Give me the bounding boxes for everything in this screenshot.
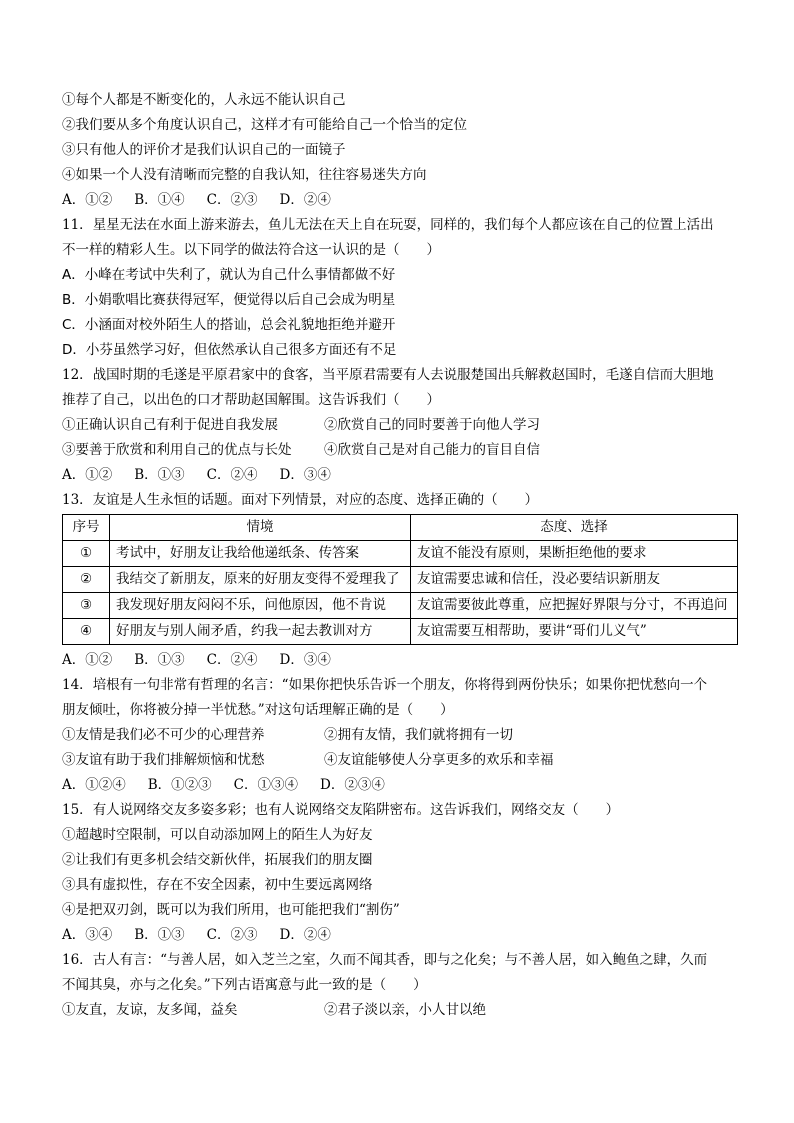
- friendship-table: [62, 514, 738, 645]
- table-row: [63, 541, 738, 567]
- question-stem: 15．有人说网络交友多姿多彩；也有人说网络交友陷阱密布。这告诉我们，网络交友（ ）: [62, 802, 620, 818]
- statement: ④如果一个人没有清晰而完整的自我认知，往往容易迷失方向: [62, 167, 427, 183]
- option-c: C．小涵面对校外陌生人的搭讪，总会礼貌地拒绝并避开: [62, 317, 396, 333]
- option-a: A．③④: [62, 927, 113, 943]
- option-b: B．①③: [134, 927, 185, 943]
- option-a: A．①②: [62, 192, 113, 208]
- option-c: C．①③④: [233, 777, 299, 793]
- option-d: D．③④: [279, 467, 331, 483]
- cell-number: ②: [63, 567, 110, 593]
- question-number: 13．: [62, 492, 93, 508]
- option-d: D．②③④: [320, 777, 385, 793]
- answer-options: [62, 773, 742, 798]
- statement-row: [62, 723, 742, 748]
- q10-block: [62, 88, 742, 213]
- option-d: D．②④: [279, 927, 331, 943]
- table-header-row: [63, 515, 738, 541]
- question-number: 16．: [62, 952, 93, 968]
- statement: ①每个人都是不断变化的，人永远不能认识自己: [62, 92, 346, 108]
- option-a: A．①②: [62, 652, 113, 668]
- option-b: B．小娟歌唱比赛获得冠军，便觉得以后自己会成为明星: [62, 292, 396, 308]
- statement-row: [62, 413, 742, 438]
- question-stem: 12．战国时期的毛遂是平原君家中的食客，当平原君需要有人去说服楚国出兵解救赵国时，毛遂自信而大胆地: [62, 367, 714, 383]
- col-header-situation: 情境: [110, 515, 411, 541]
- option-a: A．①②: [62, 467, 113, 483]
- statement: ②欣赏自己的同时要善于向他人学习: [324, 417, 540, 433]
- option-b: B．①③: [134, 467, 185, 483]
- cell-attitude: 友谊需要彼此尊重，应把握好界限与分寸，不再追问: [411, 593, 738, 619]
- question-number: 15．: [62, 802, 93, 818]
- answer-options: [62, 188, 742, 213]
- statement: ③具有虚拟性，存在不安全因素，初中生要远离网络: [62, 877, 373, 893]
- statement: ④友谊能够使人分享更多的欢乐和幸福: [324, 752, 554, 768]
- question-number: 14．: [62, 677, 93, 693]
- col-header-number: 序号: [63, 515, 110, 541]
- q13-block: [62, 488, 742, 673]
- option-b: B．①④: [134, 192, 185, 208]
- answer-options: [62, 648, 742, 673]
- cell-number: ③: [63, 593, 110, 619]
- question-stem: 13．友谊是人生永恒的话题。面对下列情景，对应的态度、选择正确的（ ）: [62, 492, 539, 508]
- statement: ③要善于欣赏和利用自己的优点与长处: [62, 442, 292, 458]
- cell-number: ①: [63, 541, 110, 567]
- statement: ②让我们有更多机会结交新伙伴，拓展我们的朋友圈: [62, 852, 373, 868]
- question-stem-cont: 不闻其臭，亦与之化矣。”下列古语寓意与此一致的是（ ）: [62, 977, 427, 993]
- question-stem-cont: 推荐了自己，以出色的口才帮助赵国解围。这告诉我们（ ）: [62, 392, 440, 408]
- option-a: A．小峰在考试中失利了，就认为自己什么事情都做不好: [62, 267, 396, 283]
- statement: ③只有他人的评价才是我们认识自己的一面镜子: [62, 142, 346, 158]
- option-d: D．③④: [279, 652, 331, 668]
- q15-block: [62, 798, 742, 948]
- statement-row: [62, 438, 742, 463]
- question-stem: 16．古人有言：“与善人居，如入芝兰之室，久而不闻其香，即与之化矣；与不善人居，如入鲍鱼之肆，久而: [62, 952, 708, 968]
- statement: ④欣赏自己是对自己能力的盲目自信: [324, 442, 540, 458]
- option-c: C．②③: [206, 192, 258, 208]
- option-b: B．①③: [134, 652, 185, 668]
- cell-situation: 我结交了新朋友，原来的好朋友变得不爱理我了: [110, 567, 411, 593]
- question-number: 12．: [62, 367, 93, 383]
- exam-page: [62, 88, 742, 1023]
- q12-block: [62, 363, 742, 488]
- statement: ③友谊有助于我们排解烦恼和忧愁: [62, 752, 265, 768]
- statement: ④是把双刃剑，既可以为我们所用，也可能把我们“割伤”: [62, 902, 400, 918]
- option-c: C．②③: [206, 927, 258, 943]
- cell-attitude: 友谊需要忠诚和信任，没必要结识新朋友: [411, 567, 738, 593]
- option-d: D．②④: [279, 192, 331, 208]
- cell-situation: 我发现好朋友闷闷不乐，问他原因，他不肯说: [110, 593, 411, 619]
- statement: ①友直，友谅，友多闻，益矣: [62, 1002, 238, 1018]
- q14-block: [62, 673, 742, 798]
- statement: ②拥有友情，我们就将拥有一切: [324, 727, 513, 743]
- question-stem: 11．星星无法在水面上游来游去，鱼儿无法在天上自在玩耍，同样的，我们每个人都应该在自己的位置上活出: [62, 217, 714, 233]
- statement-row: [62, 998, 742, 1023]
- table-row: [63, 619, 738, 645]
- table-row: [63, 567, 738, 593]
- option-c: C．②④: [206, 467, 258, 483]
- question-stem-cont: 朋友倾吐，你将被分掉一半忧愁。”对这句话理解正确的是（ ）: [62, 702, 454, 718]
- cell-attitude: 友谊需要互相帮助，要讲“哥们儿义气”: [411, 619, 738, 645]
- question-number: 11．: [62, 217, 93, 233]
- question-stem: 14．培根有一句非常有哲理的名言：“如果你把快乐告诉一个朋友，你将得到两份快乐；如果你把忧愁向一个: [62, 677, 708, 693]
- cell-situation: 好朋友与别人闹矛盾，约我一起去教训对方: [110, 619, 411, 645]
- answer-options: [62, 923, 742, 948]
- option-b: B．①②③: [147, 777, 212, 793]
- cell-number: ④: [63, 619, 110, 645]
- statement-row: [62, 748, 742, 773]
- answer-options: [62, 463, 742, 488]
- option-d: D．小芬虽然学习好，但依然承认自己很多方面还有不足: [62, 342, 397, 358]
- statement: ①正确认识自己有利于促进自我发展: [62, 417, 278, 433]
- statement: ②君子淡以亲，小人甘以绝: [324, 1002, 486, 1018]
- statement: ①友情是我们必不可少的心理营养: [62, 727, 265, 743]
- q16-block: [62, 948, 742, 1023]
- cell-situation: 考试中，好朋友让我给他递纸条、传答案: [110, 541, 411, 567]
- col-header-attitude: 态度、选择: [411, 515, 738, 541]
- option-c: C．②④: [206, 652, 258, 668]
- statement: ①超越时空限制，可以自动添加网上的陌生人为好友: [62, 827, 373, 843]
- table-row: [63, 593, 738, 619]
- question-stem-cont: 不一样的精彩人生。以下同学的做法符合这一认识的是（ ）: [62, 242, 440, 258]
- statement: ②我们要从多个角度认识自己，这样才有可能给自己一个恰当的定位: [62, 117, 467, 133]
- cell-attitude: 友谊不能没有原则，果断拒绝他的要求: [411, 541, 738, 567]
- q11-block: [62, 213, 742, 363]
- option-a: A．①②④: [62, 777, 126, 793]
